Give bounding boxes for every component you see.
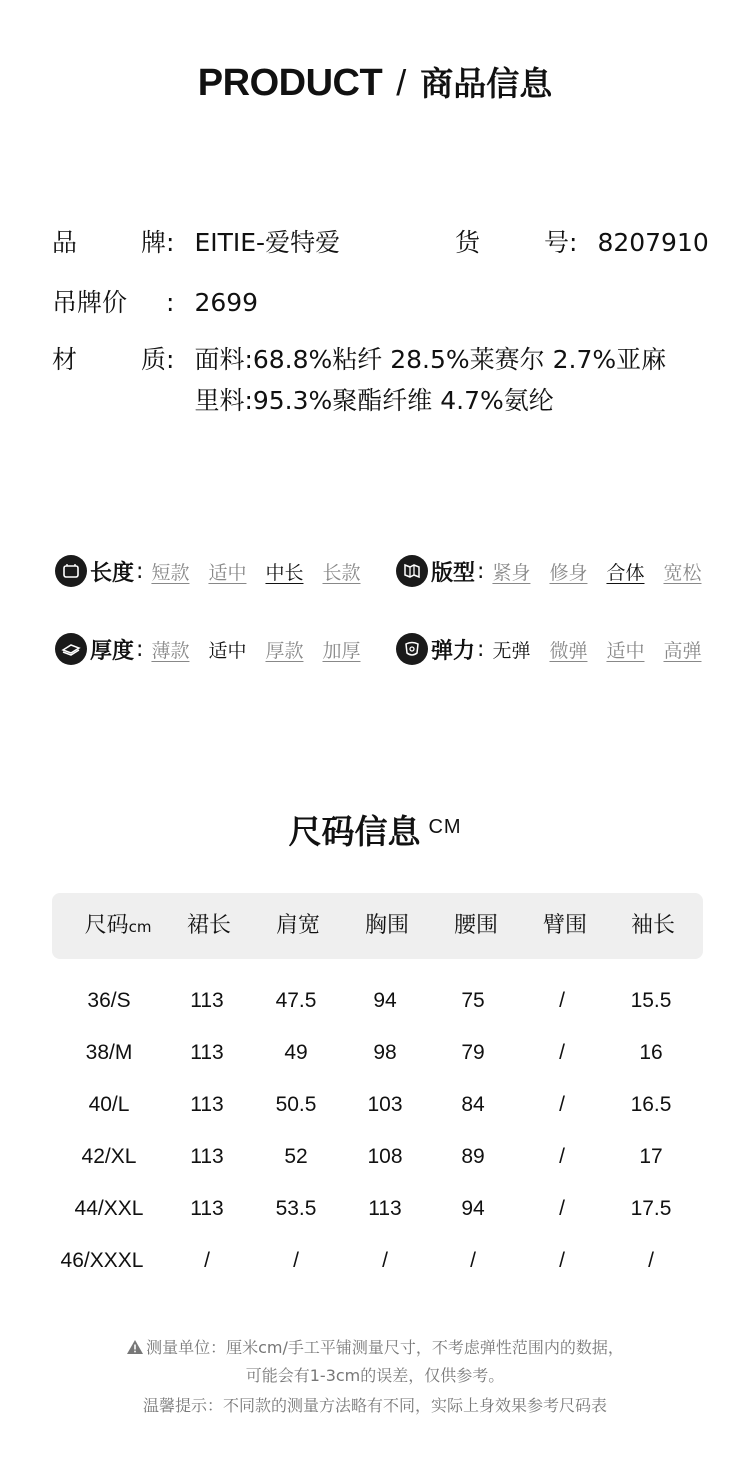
table-cell: / xyxy=(559,1093,565,1116)
material-line-lining: 里料:95.3%聚酯纤维 4.7%氨纶 xyxy=(194,386,554,415)
title-english: PRODUCT xyxy=(197,62,383,104)
measurement-note xyxy=(0,1334,750,1362)
option-elasticity-2: 适中 xyxy=(606,639,645,662)
table-cell: 49 xyxy=(284,1041,308,1064)
table-cell: 89 xyxy=(461,1145,485,1168)
size-section-title xyxy=(0,806,750,853)
option-elasticity-0: 无弹 xyxy=(492,639,531,662)
option-length-3: 长款 xyxy=(322,561,361,584)
table-cell: 16 xyxy=(639,1041,663,1064)
table-cell: 94 xyxy=(461,1197,485,1220)
table-cell: 44/XXL xyxy=(74,1197,144,1220)
table-cell: / xyxy=(382,1249,388,1272)
note-line-2: 可能会有1-3cm的误差，仅供参考。 xyxy=(245,1366,505,1385)
table-cell: / xyxy=(559,1145,565,1168)
table-cell: / xyxy=(559,1197,565,1220)
table-row xyxy=(52,1079,703,1131)
option-thickness-0: 薄款 xyxy=(151,639,190,662)
material-line-outer: 面料:68.8%粘纤 28.5%莱赛尔 2.7%亚麻 xyxy=(194,345,667,374)
attr-length: 长度 : 短款 适中 中长 长款 xyxy=(55,553,361,589)
warning-icon xyxy=(126,1336,144,1352)
table-cell: 103 xyxy=(367,1093,403,1116)
table-cell: 47.5 xyxy=(275,989,317,1012)
table-cell: 113 xyxy=(190,1197,224,1220)
table-row xyxy=(52,1131,703,1183)
elasticity-icon xyxy=(396,633,428,665)
header-size: 尺码cm xyxy=(84,913,152,938)
size-table-header xyxy=(52,893,703,959)
attr-thickness: 厚度 : 薄款 适中 厚款 加厚 xyxy=(55,631,361,667)
material-value xyxy=(194,343,666,418)
note-line-1: 测量单位：厘米cm/手工平铺测量尺寸，不考虑弹性范围内的数据， xyxy=(146,1338,624,1357)
table-cell: 17 xyxy=(639,1145,663,1168)
table-cell: 113 xyxy=(190,1145,224,1168)
option-fit-0: 紧身 xyxy=(492,561,531,584)
table-row xyxy=(52,1027,703,1079)
table-cell: / xyxy=(559,1041,565,1064)
option-thickness-2: 厚款 xyxy=(265,639,304,662)
table-cell: 113 xyxy=(368,1197,402,1220)
header-skirt-length: 裙长 xyxy=(186,913,231,938)
table-cell: 42/XL xyxy=(81,1145,137,1168)
material-row: 材 质 : 面料:68.8%粘纤 28.5%莱赛尔 2.7%亚麻 里料:95.3%聚酯纤维 4.7%氨纶 xyxy=(52,343,666,418)
option-elasticity-1: 微弹 xyxy=(549,639,588,662)
table-row xyxy=(52,975,703,1027)
sku-label: 货 号 xyxy=(455,228,569,257)
price-value: 2699 xyxy=(194,288,259,317)
note-line-3: 温馨提示：不同款的测量方法略有不同，实际上身效果参考尺码表 xyxy=(142,1396,607,1415)
header-shoulder: 肩宽 xyxy=(275,913,320,938)
size-title-unit: CM xyxy=(428,816,462,838)
option-length-1: 适中 xyxy=(208,561,247,584)
table-cell: 53.5 xyxy=(275,1197,317,1220)
table-cell: 46/XXXL xyxy=(60,1249,144,1272)
garment-length-icon xyxy=(55,555,87,587)
attr-fit: 版型 : 紧身 修身 合体 宽松 xyxy=(396,553,702,589)
table-cell: 38/M xyxy=(85,1041,133,1064)
table-cell: 108 xyxy=(367,1145,403,1168)
table-cell: 50.5 xyxy=(275,1093,317,1116)
table-cell: 36/S xyxy=(87,989,131,1012)
header-waist: 腰围 xyxy=(453,913,498,938)
option-elasticity-3: 高弹 xyxy=(663,639,702,662)
table-cell: 113 xyxy=(190,1093,224,1116)
garment-fit-icon xyxy=(396,555,428,587)
material-label: 材 质 xyxy=(52,345,166,374)
option-thickness-1: 适中 xyxy=(208,639,247,662)
table-cell: / xyxy=(559,989,565,1012)
header-arm: 臂围 xyxy=(542,913,587,938)
title-separator: / xyxy=(396,62,407,103)
table-cell: 79 xyxy=(461,1041,485,1064)
table-cell: 15.5 xyxy=(630,989,672,1012)
option-fit-1: 修身 xyxy=(549,561,588,584)
table-row xyxy=(52,1183,703,1235)
option-fit-3: 宽松 xyxy=(663,561,702,584)
option-thickness-3: 加厚 xyxy=(322,639,361,662)
attr-elasticity: 弹力 : 无弹 微弹 适中 高弹 xyxy=(396,631,702,667)
table-cell: / xyxy=(648,1249,654,1272)
fabric-thickness-icon xyxy=(55,633,87,665)
table-cell: / xyxy=(293,1249,299,1272)
table-cell: / xyxy=(559,1249,565,1272)
brand-value: EITIE-爱特爱 xyxy=(194,228,341,257)
price-label: 吊牌价 xyxy=(52,288,128,317)
table-cell: 40/L xyxy=(88,1093,130,1116)
sku-value: 8207910 xyxy=(597,228,709,257)
table-cell: 113 xyxy=(190,989,224,1012)
table-cell: 17.5 xyxy=(630,1197,672,1220)
option-length-2: 中长 xyxy=(265,561,304,584)
size-title-text: 尺码信息 xyxy=(288,812,421,851)
sku-row: 货 号 : 8207910 xyxy=(455,226,709,260)
brand-row: 品 牌 : EITIE-爱特爱 xyxy=(52,226,340,260)
price-row: 吊牌价 : 2699 xyxy=(52,286,258,320)
table-cell: 52 xyxy=(284,1145,308,1168)
table-cell: / xyxy=(204,1249,210,1272)
option-fit-2: 合体 xyxy=(606,561,645,584)
header-chest: 胸围 xyxy=(364,913,409,938)
brand-label: 品 牌 xyxy=(52,228,166,257)
table-cell: 98 xyxy=(373,1041,397,1064)
table-cell: 113 xyxy=(190,1041,224,1064)
table-cell: / xyxy=(470,1249,476,1272)
table-row xyxy=(52,1235,703,1287)
table-cell: 94 xyxy=(373,989,397,1012)
header-sleeve: 袖长 xyxy=(630,913,675,938)
title-chinese: 商品信息 xyxy=(420,64,553,103)
table-cell: 84 xyxy=(461,1093,485,1116)
table-cell: 16.5 xyxy=(630,1093,672,1116)
page-title xyxy=(0,58,750,105)
table-cell: 75 xyxy=(461,989,485,1012)
option-length-0: 短款 xyxy=(151,561,190,584)
